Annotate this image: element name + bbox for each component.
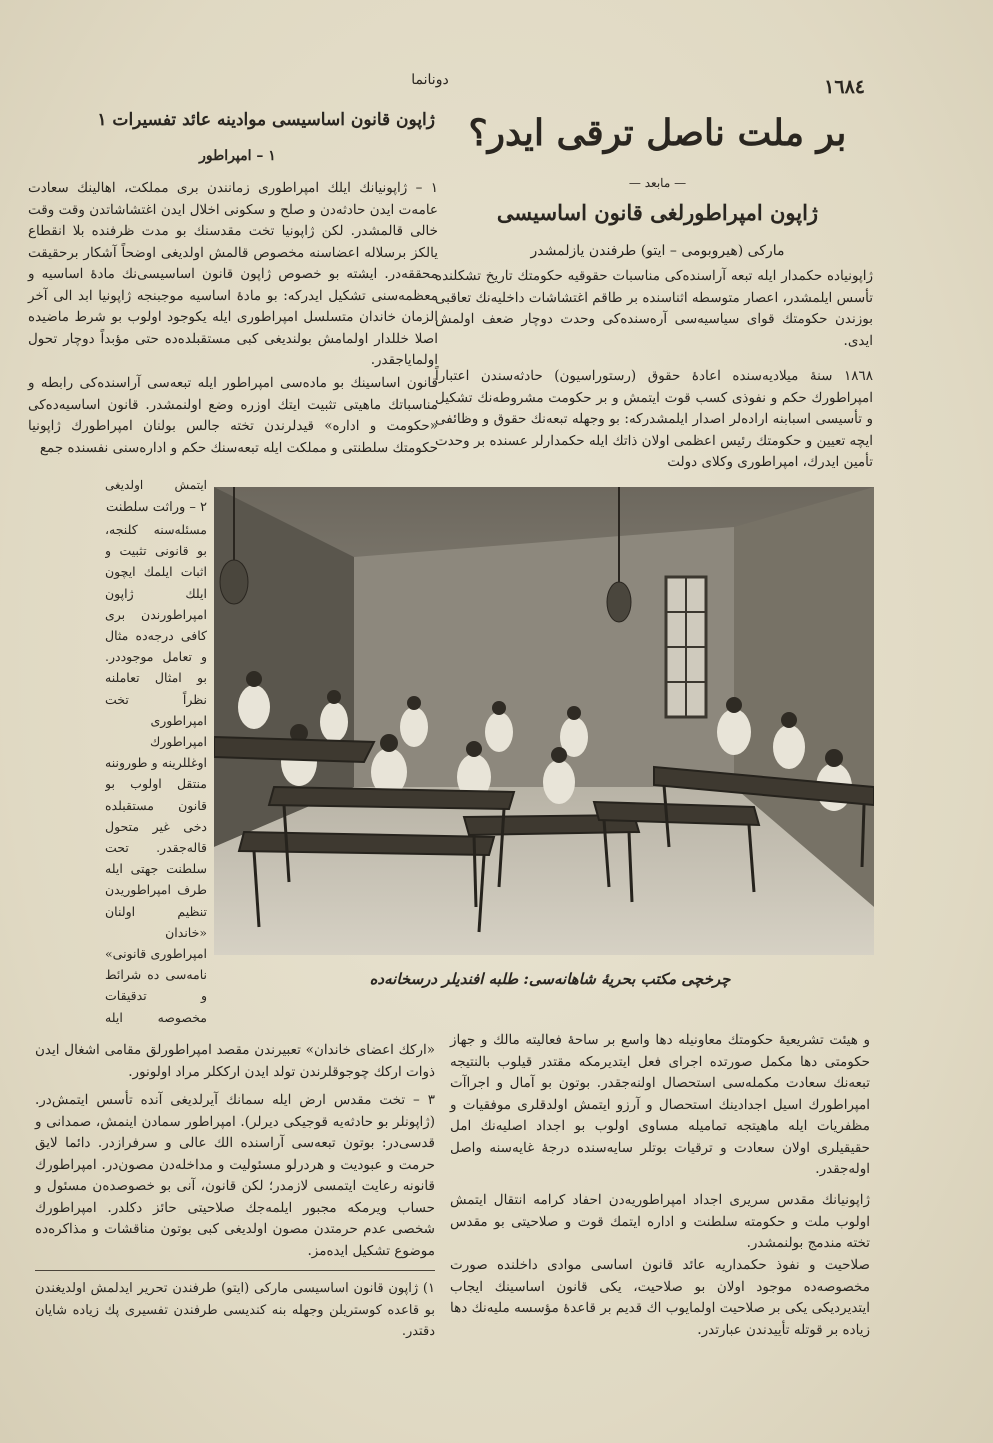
article-paragraph: ١٨٦٨ سنهٔ میلادیه‌سنده اعادهٔ حقوق (رستوراسیون) حادثه‌سندن اعتباراً امپراطورك حکم و نفوذی کسب قوت ایتمش و بر حکومت مشروطه‌نك تشکیل و تأسیسی اسبابنه اراده‌لر اصدار ایلمشدرکه: بو وجهله تبعه‌نك حقوق و وظائفی ایچه تعیین و حکومتك رئیس اعظمی اولان ذاتك ایله حکمدارلر عسنده بر وحدت تأمین ایدرك، امپراطوری وکلای دولت <box>435 368 873 470</box>
article-paragraph: ژاپونیانك مقدس سریری اجداد امپراطوریه‌دن احفاد کرامه انتقال ایتمش اولوب ملت و حکومته سلطنت و اداره ایتمك قوت و صلاحیتی بو مقدس تخته مندمج بولنمشدر. <box>450 1192 870 1251</box>
commentary-paragraph: مسئله‌سنه کلنجه، بو قانونی تثبیت و اثبات ایلمك ایچون ایلك ژاپون امپراطورندن بری کافی درجه‌ده مثال و تعامل موجوددر. بو امثال تعاملنه نظراً تخت امپراطوری امپراطورك اوغللرینه و طوروننه منتقل اولوب بو قانون مستقبلده دخی غیر متحول قاله‌جقدر. تحت سلطنت جهتی ایله طرف امپراطوریدن تنظیم اولنان «خاندان امپراطوری قانونی» نامه‌سی ده شرائط و تدقیقات مخصوصه ایله <box>105 522 207 1025</box>
page-number: ١٦٨٤ <box>824 76 865 98</box>
article-title: بر ملت ناصل ترقی ایدر؟ <box>468 112 847 154</box>
commentary-paragraph: قانون اساسینك بو ماده‌سی امپراطور ایله تبعه‌سی آراسنده‌کی رابطه و مناسباتك ماهیتی تثبیت ایتك اوزره وضع اولنمشدر. قانون اساسیه‌ده‌کی «حکومت و اداره» قیدلرندن تخته جالس بولنان امپراطورك ژاپونیا حکومتك سلطنتی و مملکت ایله تبعه‌سنك حکم و اداره‌سنی نفسنده جمع <box>28 375 438 456</box>
article-paragraph: و هیئت تشریعیهٔ حکومتك معاونیله دها واسع بر ساحهٔ فعالیته مالك و جهاز حکومتی دها مکمل صورتده اجرای فعل ایتدیرمکه مقتدر قیلوب بالنتیجه تبعه‌نك سعادت مکمله‌سی استحصال اولنه‌جقدر. بوتون بو آمال و اجراآت امپراطورك اسیل اجدادینك استحصال و آرزو ایتمش اولدقلری موفقیات و مظفریات ایله ماهیتجه تمامیله مساوی اولوب بو اجداد اصلیه‌نك امل حقیقیلری اولان سعادت و ترقیات بوتلر سایه‌سنده درجهٔ غایه‌سنه واصل اوله‌جقدر. <box>450 1032 870 1177</box>
section-heading: ٢ – وراثت سلطنت <box>106 500 207 515</box>
article-paragraph: ژاپونیاده حکمدار ایله تبعه آراسنده‌کی مناسبات حقوقیه حکومتك تاریخ تشکلنده تأسس ایلمشدر، اعصار متوسطه اثناسنده بر طاقم اغتشاشات داخلیه‌نك تعاقبی بوزندن حکومتك قوای سیاسیه‌سی آره‌سنده‌کی وحدت دوچار ضعف اولمش ایدی. <box>435 268 873 349</box>
photo-caption: چرخچی مکتب بحریهٔ شاهانه‌سی: طلبه افندیلر درسخانه‌ده <box>369 970 731 988</box>
commentary-paragraph: ٣ – تخت مقدس ارض ایله سمانك آیرلدیغی آنده تأسس ایتمش‌در. (ژاپونلر بو حادثه‌یه قوجیکی دیرلر). امپراطور سمادن اینمش، صمدانی و قدسی‌در: بوتون تبعه‌سی آراسنده الك عالی و سرفرازدر. دائما لایق حرمت و عبودیت و هردرلو مسئولیت و مداخله‌دن مصون‌در. امپراطورك قانونه رعایت ایتمسی لازمدر؛ لکن قانون، آنی بو خصوصده‌ن مسئول و حساب ویرمکه مجبور ایلمه‌جك صلاحیتی حائز دکلدر. امپراطورك شخصی عدم حرمتدن مصون اولدیغی کبی بوتون مناقشات و مذاکره‌ده موضوع تشکیل ایده‌مز. <box>35 1092 435 1259</box>
commentary-paragraph-tail: ایتمش اولدیغی <box>105 478 207 492</box>
commentary-paragraph: ١ – ژاپونیانك ایلك امپراطوری زمانندن بری مملکت، اهالینك سعادت عامه‌ت ایدن حادثه‌دن و صلح و سکونی اخلال ایدن اغتشاشاتدن وقت وقت خالی قالمشدر. لکن ژاپونیا تخت مقدسنك بو مدت ظرفنده بلا انقطاع یالکز برسلاله اعضاسنه مخصوص قالمش اولدیغی اوضحاً آشکار برحقیقت محققه‌در. ایشته بو خصوص ژاپون قانون اساسیسی‌نك مادهٔ اساسیه و معظمه‌سنی تشکیل ایدرکه: بو مادهٔ اساسیه موجبنجه ژاپونیا ابد الی آخر الزمان خاندان متسلسل امپراطوری ایله یکوجود اولوب بو شرط ماضیده اصلا خللدار اولمامش بولندیغی کبی مستقبلده‌ده حتی مؤبداً دوچار تحول اولمایاجقدر. <box>28 180 438 368</box>
journal-header: دونانما <box>411 72 449 88</box>
commentary-title: ژاپون قانون اساسیسی موادینه عائد تفسیرات ١ <box>97 110 435 130</box>
commentary-paragraph: «ارکك اعضای خاندان» تعبیرندن مقصد امپراطورلق مقامی اشغال ایدن ذوات ارکك چوجوقلرندن تولد ایدن ارککلر مراد اولونور. <box>35 1042 435 1080</box>
article-paragraph: صلاحیت و نفوذ حکمداریه عائد قانون اساسی موادی داخلنده صورت مخصوصه‌ده موجود اولان بو صلاحیت، یکی قانون اساسینك ایجاب ایتدیردیکی یکی بر صلاحیت اولمایوب اك قدیم بر قاعدهٔ مؤسسه ملیه‌نك دها زیاده بر قوتله تأییدندن عبارتدر. <box>450 1257 870 1338</box>
footnote-divider <box>35 1270 435 1271</box>
continued-label: — مابعد — <box>628 176 687 190</box>
article-subtitle: ژاپون امپراطورلغی قانون اساسیسی <box>496 200 819 225</box>
article-author: مارکی (هیروبومی – ایتو) طرفندن یازلمشدر <box>530 243 785 259</box>
section-heading: ١ – امپراطور <box>199 148 276 164</box>
classroom-photo <box>214 487 874 955</box>
footnote: ١) ژاپون قانون اساسیسی مارکی (ایتو) طرفندن تحریر ایدلمش اولدیغندن بو قاعده کوستریلن وجهله بنه کندیسی طرفندن تفسیری پك زیاده شایان دقتدر. <box>35 1281 435 1339</box>
